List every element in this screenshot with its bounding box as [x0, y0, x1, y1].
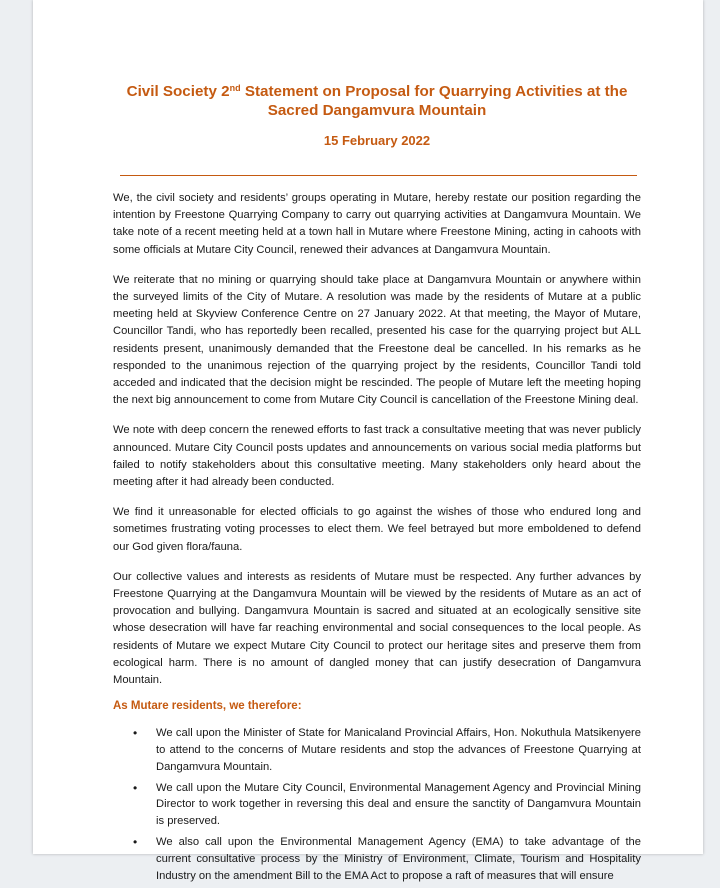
list-item-text: We call upon the Minister of State for Manicaland Provincial Affairs, Hon. Nokuthula Matsikenyere to attend to the concerns of Mutare residents and stop the advances of Freestone Quarrying at Dangamvura Mountain.	[156, 727, 641, 773]
list-item	[133, 725, 641, 775]
list-item-text: We also call upon the Environmental Management Agency (EMA) to take advantage of the current consultative process by the Ministry of Environment, Climate, Tourism and Hospitality Industry on the amendment Bill to the EMA Act to propose a raft of measures that will ensure	[156, 836, 641, 882]
document-content	[113, 82, 641, 888]
title-text-end: Statement on Proposal for Quarrying Activities at the Sacred Dangamvura Mountain	[240, 83, 628, 119]
bullet-icon: •	[133, 726, 138, 741]
document-page	[33, 0, 703, 882]
title-divider	[120, 175, 637, 176]
title-superscript: nd	[229, 83, 241, 93]
document-date: 15 February 2022	[323, 133, 431, 148]
paragraph-1: We, the civil society and residents’ groups operating in Mutare, hereby restate our position regarding the intention by Freestone Quarrying Company to carry out quarrying activities at Dangamvura Mountain. We take note of a recent meeting held at a town hall in Mutare where Freestone Mining, acting in cahoots with some officials at Mutare City Council, renewed their advances at Dangamvura Mountain.	[113, 192, 641, 256]
list-item	[133, 834, 641, 884]
paragraph-4: We find it unreasonable for elected officials to go against the wishes of those who endured long and sometimes frustrating voting processes to elect them. We feel betrayed but more emboldened to defend our God given flora/fauna.	[113, 506, 641, 553]
list-item-text: We call upon the Mutare City Council, Environmental Management Agency and Provincial Mining Director to work together in reversing this deal and ensure the sanctity of Dangamvura Mountain is preserved.	[156, 781, 641, 828]
bullet-icon: •	[133, 780, 138, 795]
paragraph-3: We note with deep concern the renewed efforts to fast track a consultative meeting that was never publicly announced. Mutare City Council posts updates and announcements on various social media platforms but failed to notify stakeholders about this consultative meeting. Many stakeholders only heard about the meeting after it had already been conducted.	[113, 424, 641, 489]
list-item	[133, 780, 641, 830]
document-title	[113, 82, 641, 120]
resolutions-list	[113, 725, 641, 884]
paragraph-2: We reiterate that no mining or quarrying should take place at Dangamvura Mountain or anywhere within the surveyed limits of the City of Mutare. A resolution was made by the residents of Mutare at a public meeting held at Skyview Conference Centre on 27 January 2022. At that meeting, the Mayor of Mutare, Councillor Tandi, who has reportedly been recalled, presented his case for the quarrying project but ALL residents present, unanimously demanded that the Freestone deal be cancelled. In his remarks as he responded to the unanimous rejection of the quarrying project by the residents, Councillor Tandi told acceded and indicated that the decision might be rescinded. The people of Mutare left the meeting hoping the next big announcement to come from Mutare City Council is cancellation of the Freestone Mining deal.	[113, 273, 641, 407]
paragraph-5: Our collective values and interests as residents of Mutare must be respected. Any further advances by Freestone Quarrying at the Dangamvura Mountain will be viewed by the residents of Mutare as an act of provocation and bullying. Dangamvura Mountain is sacred and situated at an ecologically sensitive site whose desecration will have far reaching environmental and social consequences to the local people. As residents of Mutare we expect Mutare City Council to protect our heritage sites and preserve them from ecological harm. There is no amount of dangled money that can justify desecration of Dangamvura Mountain.	[113, 570, 641, 687]
bullet-icon: •	[133, 835, 138, 850]
resolutions-heading: As Mutare residents, we therefore:	[113, 700, 302, 713]
title-text-start: Civil Society 2	[126, 83, 230, 100]
